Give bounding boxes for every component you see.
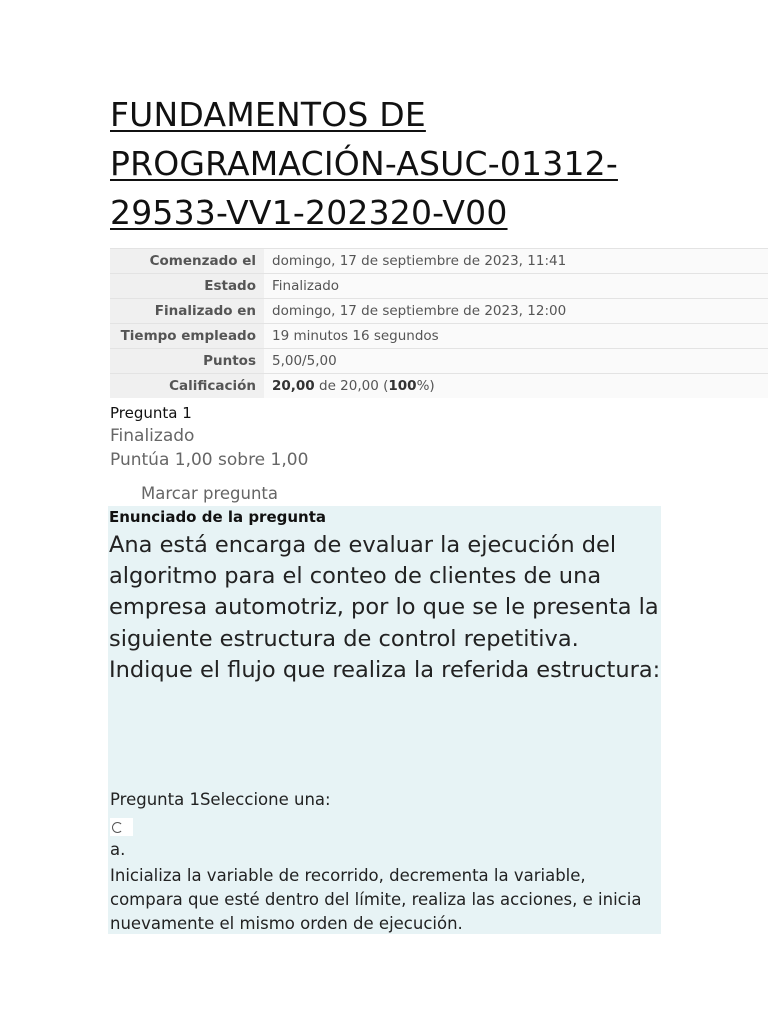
summary-value: 5,00/5,00 xyxy=(264,349,768,374)
grade-percent-sign: %) xyxy=(416,378,435,394)
summary-label: Finalizado en xyxy=(110,299,264,324)
summary-label: Estado xyxy=(110,274,264,299)
radio-icon xyxy=(112,822,123,833)
flag-question-link[interactable]: Marcar pregunta xyxy=(141,484,278,503)
attempt-summary-table xyxy=(110,248,768,398)
answer-option-a-radio[interactable] xyxy=(110,818,133,836)
question-state: Finalizado xyxy=(110,426,195,446)
summary-value: domingo, 17 de septiembre de 2023, 11:41 xyxy=(264,249,768,274)
answer-prompt: Pregunta 1Seleccione una: xyxy=(110,790,331,809)
summary-label: Calificación xyxy=(110,374,264,399)
summary-row-time-taken xyxy=(110,324,768,349)
summary-row-state xyxy=(110,274,768,299)
summary-value xyxy=(264,374,768,399)
question-content xyxy=(108,506,661,934)
summary-value: domingo, 17 de septiembre de 2023, 12:00 xyxy=(264,299,768,324)
summary-row-points xyxy=(110,349,768,374)
summary-row-grade xyxy=(110,374,768,399)
answer-option-text[interactable]: Inicializa la variable de recorrido, decrementa la variable, compara que esté dentro del límite, realiza las acciones, e inicia nuevamente el mismo orden de ejecución. xyxy=(110,866,642,933)
question-heading: Enunciado de la pregunta xyxy=(109,508,327,526)
grade-score: 20,00 xyxy=(272,378,315,394)
answer-option-letter: a. xyxy=(110,840,126,859)
course-title-line: FUNDAMENTOS DE xyxy=(110,95,426,134)
summary-value: 19 minutos 16 segundos xyxy=(264,324,768,349)
grade-percent: 100 xyxy=(388,378,417,394)
summary-label: Tiempo empleado xyxy=(110,324,264,349)
question-grade: Puntúa 1,00 sobre 1,00 xyxy=(110,450,309,470)
course-title-line: 29533-VV1-202320-V00 xyxy=(110,193,508,232)
question-text: Ana está encarga de evaluar la ejecución del algoritmo para el conteo de clientes de una empresa automotriz, por lo que se le presenta la siguiente estructura de control repetitiva. Indique el flujo que realiza la referida estructura: xyxy=(109,532,661,683)
grade-out-of: de 20,00 ( xyxy=(314,378,389,394)
summary-value: Finalizado xyxy=(264,274,768,299)
course-title xyxy=(110,90,710,237)
summary-label: Puntos xyxy=(110,349,264,374)
question-number: Pregunta 1 xyxy=(110,404,192,422)
summary-row-started xyxy=(110,249,768,274)
summary-row-finished xyxy=(110,299,768,324)
course-title-line: PROGRAMACIÓN-ASUC-01312- xyxy=(110,144,618,183)
summary-label: Comenzado el xyxy=(110,249,264,274)
